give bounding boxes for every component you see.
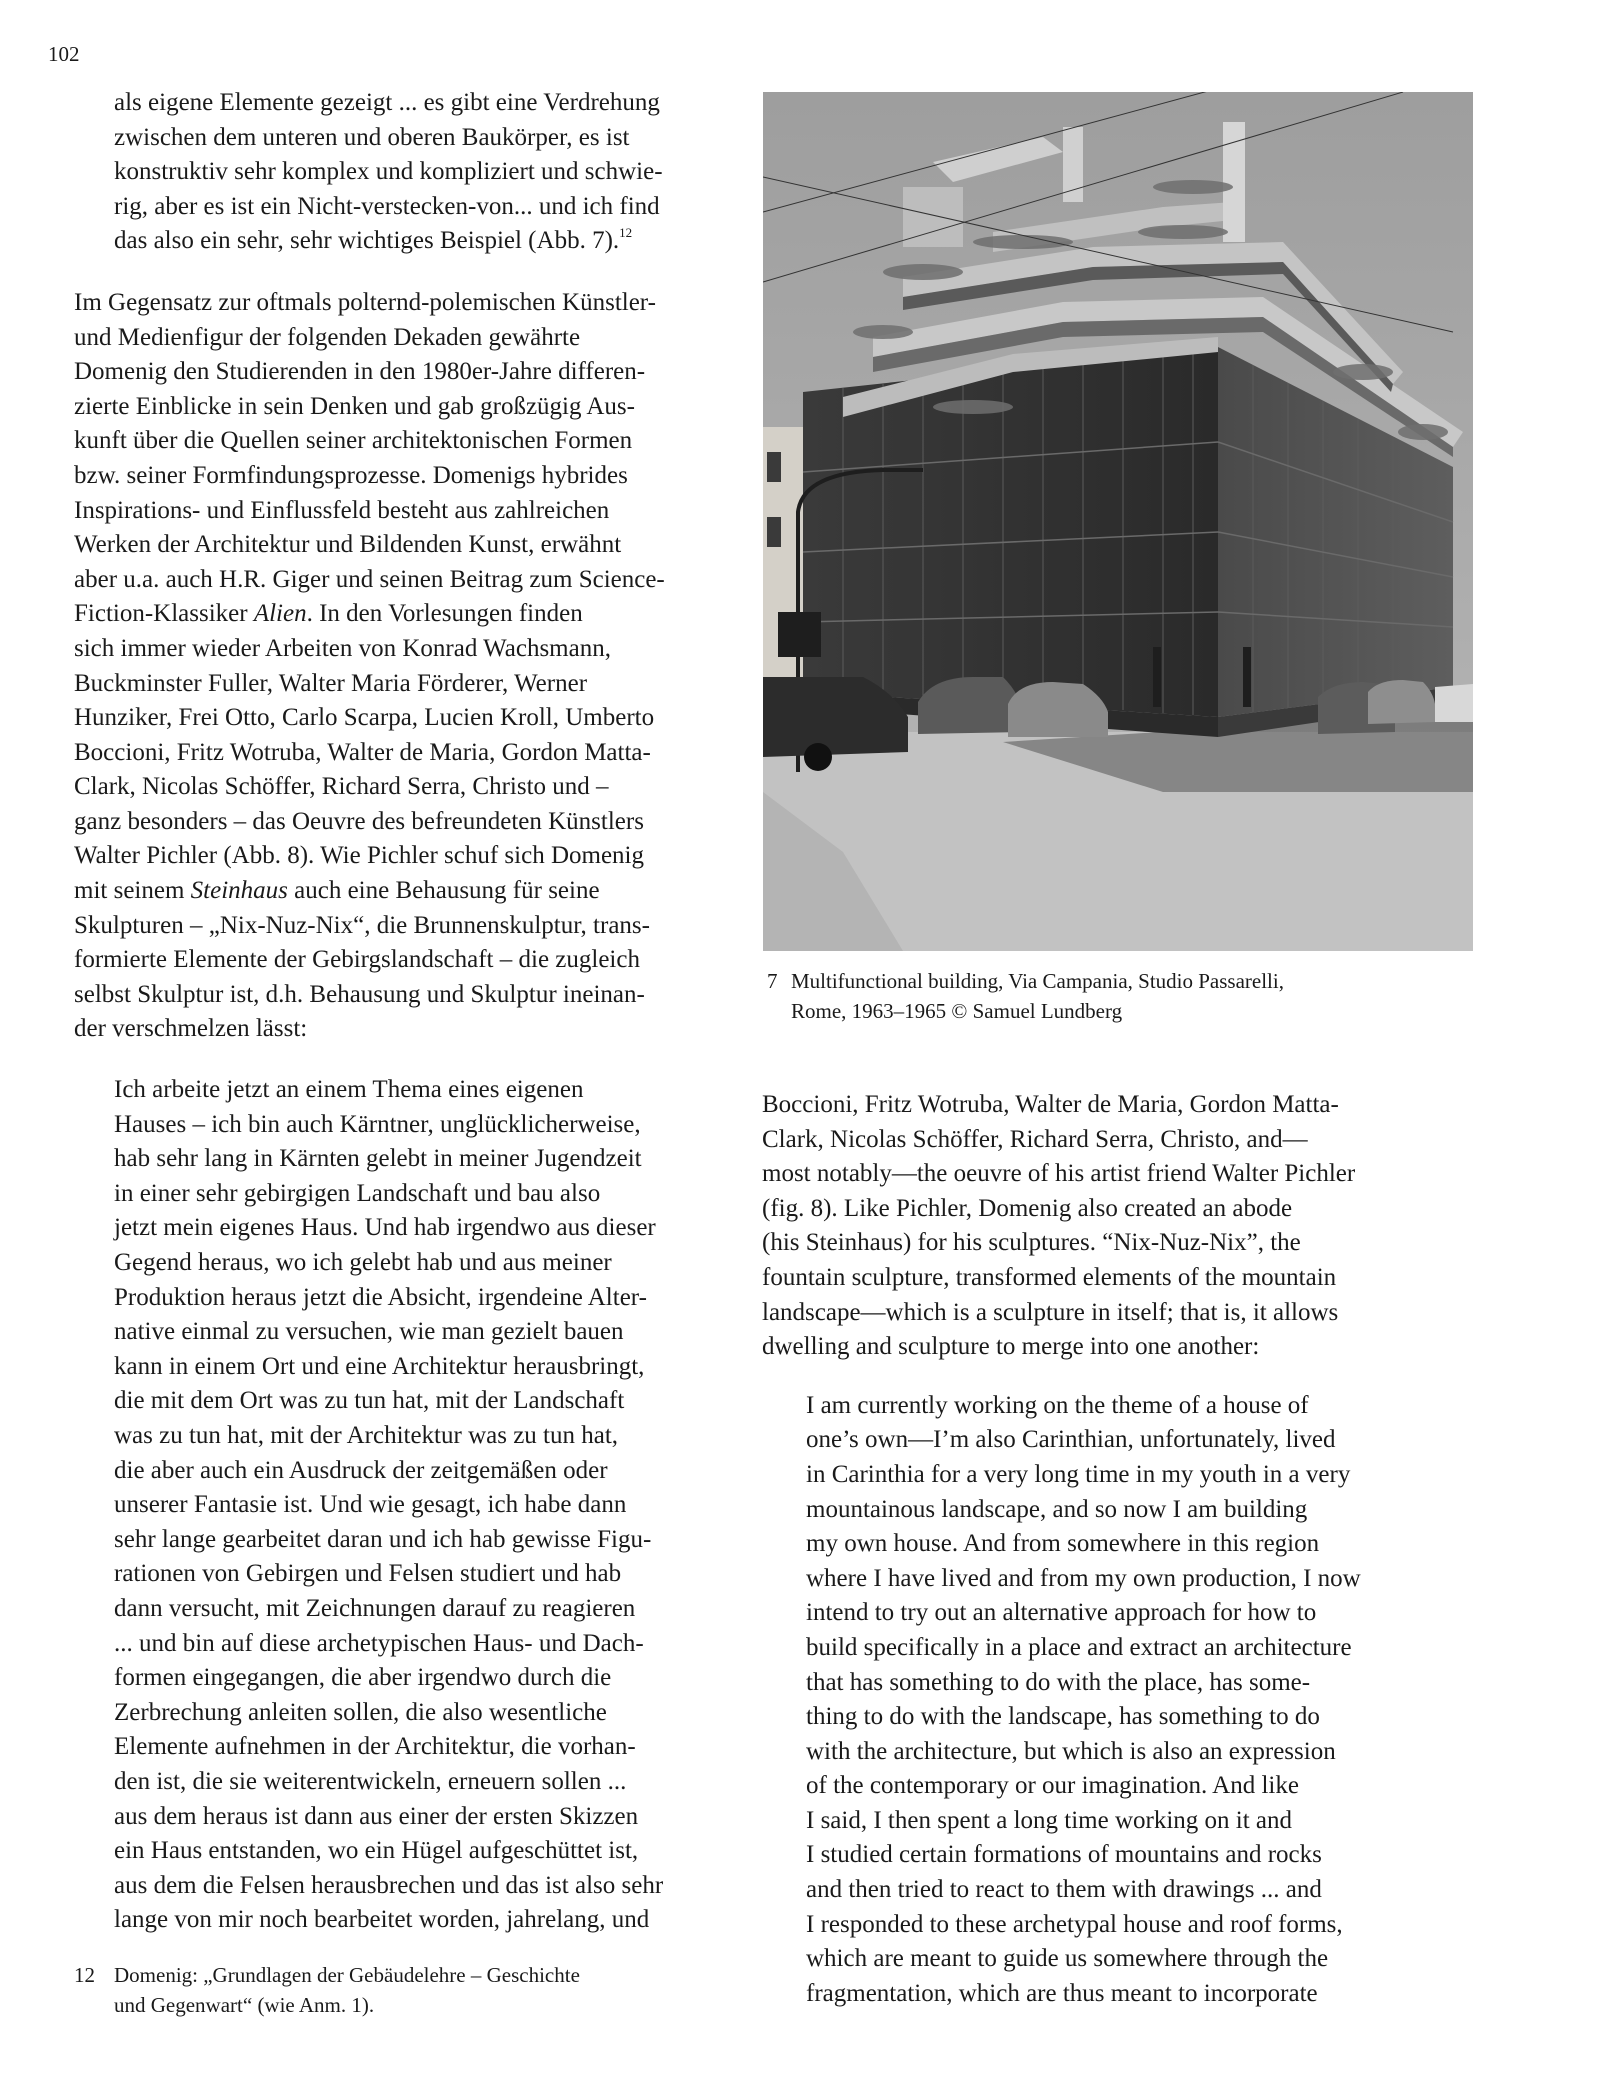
quote-line: dann versucht, mit Zeichnungen darauf zu reagieren — [114, 1594, 636, 1622]
quote-line: I said, I then spent a long time working on it and — [806, 1806, 1293, 1834]
quote-line: with the architecture, but which is also an expression — [806, 1737, 1336, 1765]
quote-line: aus dem die Felsen herausbrechen und das ist also sehr — [114, 1871, 664, 1899]
quote-line: I responded to these archetypal house and roof forms, — [806, 1910, 1343, 1938]
quote-line: I am currently working on the theme of a house of — [806, 1391, 1309, 1419]
paragraph-line: zierte Einblicke in sein Denken und gab großzügig Aus- — [74, 392, 635, 420]
building-photo-illustration — [763, 92, 1473, 951]
paragraph-line: und Medienfigur der folgenden Dekaden gewährte — [74, 323, 581, 351]
paragraph-line: (his Steinhaus) for his sculptures. “Nix-Nuz-Nix”, the — [762, 1229, 1301, 1257]
footnote-number: 12 — [74, 1963, 95, 1987]
paragraph-line: Walter Pichler (Abb. 8). Wie Pichler schuf sich Domenig — [74, 842, 644, 870]
quote-line: ein Haus entstanden, wo ein Hügel aufgeschüttet ist, — [114, 1837, 639, 1865]
paragraph-line: Clark, Nicolas Schöffer, Richard Serra, Christo und – — [74, 773, 609, 801]
italic-title: Steinhaus — [190, 877, 288, 905]
quote-line: one’s own—I’m also Carinthian, unfortunately, lived — [806, 1426, 1336, 1454]
paragraph-line: Boccioni, Fritz Wotruba, Walter de Maria, Gordon Matta- — [74, 738, 651, 766]
paragraph-line: der verschmelzen lässt: — [74, 1015, 308, 1043]
footnote-reference[interactable]: 12 — [619, 225, 633, 241]
quote-line: intend to try out an alternative approach for how to — [806, 1599, 1317, 1627]
quote-line: was zu tun hat, mit der Architektur was zu tun hat, — [114, 1421, 619, 1449]
paragraph-line: kunft über die Quellen seiner architektonischen Formen — [74, 427, 633, 455]
paragraph-line: sich immer wieder Arbeiten von Konrad Wachsmann, — [74, 634, 611, 662]
quote-line: in einer sehr gebirgigen Landschaft und bau also — [114, 1179, 601, 1207]
quote-line: Zerbrechung anleiten sollen, die also wesentliche — [114, 1698, 607, 1726]
quote-line: and then tried to react to them with drawings ... and — [806, 1876, 1322, 1904]
block-quote-continuation — [74, 86, 744, 259]
quote-line: die aber auch ein Ausdruck der zeitgemäßen oder — [114, 1456, 608, 1484]
quote-line: lange von mir noch bearbeitet worden, jahrelang, und — [114, 1906, 650, 1934]
paragraph-line: aber u.a. auch H.R. Giger und seinen Beitrag zum Science- — [74, 565, 665, 593]
quote-line: Elemente aufnehmen in der Architektur, die vorhan- — [114, 1733, 636, 1761]
paragraph-line: Buckminster Fuller, Walter Maria Förderer, Werner — [74, 669, 588, 697]
quote-line: which are meant to guide us somewhere through the — [806, 1945, 1329, 1973]
quote-line: jetzt mein eigenes Haus. Und hab irgendwo aus dieser — [114, 1214, 656, 1242]
quote-line: my own house. And from somewhere in this region — [806, 1530, 1320, 1558]
footnote — [74, 1960, 814, 2020]
italic-title: Alien — [253, 600, 307, 628]
quote-line: thing to do with the landscape, has something to do — [806, 1703, 1320, 1731]
paragraph-line: Clark, Nicolas Schöffer, Richard Serra, Christo, and— — [762, 1125, 1308, 1153]
body-paragraph-english — [762, 1088, 1482, 1365]
building-photo — [763, 92, 1473, 951]
paragraph-line: Boccioni, Fritz Wotruba, Walter de Maria, Gordon Matta- — [762, 1091, 1339, 1118]
paragraph-line: selbst Skulptur ist, d.h. Behausung und Skulptur ineinan- — [74, 980, 645, 1008]
text-run: mit seinem — [74, 877, 191, 905]
block-quote — [74, 1073, 744, 1938]
footnote-line: und Gegenwart“ (wie Anm. 1). — [114, 1993, 375, 2017]
quote-line: rationen von Gebirgen und Felsen studiert und hab — [114, 1560, 622, 1588]
page-number: 102 — [48, 42, 80, 66]
quote-line: Gegend heraus, wo ich gelebt hab und aus meiner — [114, 1249, 612, 1276]
quote-line: die mit dem Ort was zu tun hat, mit der Landschaft — [114, 1387, 625, 1415]
quote-line: den ist, die sie weiterentwickeln, erneuern sollen ... — [114, 1767, 627, 1795]
quote-line: Hauses – ich bin auch Kärntner, unglücklicherweise, — [114, 1110, 641, 1138]
paragraph-line: fountain sculpture, transformed elements of the mountain — [762, 1263, 1337, 1291]
quote-line: of the contemporary or our imagination. And like — [806, 1772, 1299, 1800]
footnote-line: Domenig: „Grundlagen der Gebäudelehre – Geschichte — [114, 1963, 580, 1987]
quote-line: fragmentation, which are thus meant to incorporate — [806, 1979, 1318, 2007]
paragraph-line — [74, 874, 744, 909]
paragraph-line: (fig. 8). Like Pichler, Domenig also created an abode — [762, 1194, 1293, 1222]
figure-number: 7 — [767, 969, 778, 993]
paragraph-line: landscape—which is a sculpture in itself; that is, it allows — [762, 1298, 1339, 1326]
quote-line: rig, aber es ist ein Nicht-verstecken-von... und ich find — [114, 192, 660, 220]
text-run: . In den Vorlesungen finden — [306, 600, 583, 628]
right-column — [762, 1088, 1482, 2011]
left-column — [74, 86, 744, 1938]
paragraph-line: ganz besonders – das Oeuvre des befreundeten Künstlers — [74, 807, 644, 835]
figure-caption — [767, 966, 1507, 1026]
quote-line: unserer Fantasie ist. Und wie gesagt, ich habe dann — [114, 1491, 627, 1519]
paragraph-line: most notably—the oeuvre of his artist friend Walter Pichler — [762, 1160, 1356, 1188]
paragraph-line: Im Gegensatz zur oftmals polternd-polemischen Künstler- — [74, 288, 656, 316]
quote-line: sehr lange gearbeitet daran und ich hab gewisse Figu- — [114, 1525, 652, 1553]
caption-line: Multifunctional building, Via Campania, Studio Passarelli, — [791, 969, 1284, 993]
quote-line: aus dem heraus ist dann aus einer der ersten Skizzen — [114, 1802, 639, 1830]
body-paragraph — [74, 286, 744, 1047]
paragraph-line: formierte Elemente der Gebirgslandschaft – die zugleich — [74, 946, 640, 974]
text-run: auch eine Behausung für seine — [287, 877, 600, 905]
paragraph-line: Hunziker, Frei Otto, Carlo Scarpa, Lucien Kroll, Umberto — [74, 704, 655, 732]
quote-line: build specifically in a place and extract an architecture — [806, 1633, 1352, 1661]
quote-line: als eigene Elemente gezeigt ... es gibt eine Verdrehung — [114, 89, 660, 116]
quote-line: where I have lived and from my own production, I now — [806, 1564, 1361, 1592]
quote-line: zwischen dem unteren und oberen Baukörper, es ist — [114, 123, 630, 151]
quote-line: kann in einem Ort und eine Architektur herausbringt, — [114, 1352, 645, 1380]
block-quote-english — [762, 1389, 1482, 2012]
paragraph-line: Domenig den Studierenden in den 1980er-Jahre differen- — [74, 358, 646, 386]
quote-line: mountainous landscape, and so now I am building — [806, 1495, 1308, 1523]
paragraph-line: bzw. seiner Formfindungsprozesse. Domenigs hybrides — [74, 461, 628, 489]
quote-line: Ich arbeite jetzt an einem Thema eines eigenen — [114, 1076, 584, 1104]
caption-line: Rome, 1963–1965 © Samuel Lundberg — [791, 999, 1123, 1023]
paragraph-line: Inspirations- und Einflussfeld besteht aus zahlreichen — [74, 496, 610, 524]
quote-line: formen eingegangen, die aber irgendwo durch die — [114, 1664, 612, 1692]
paragraph-line: Werken der Architektur und Bildenden Kunst, erwähnt — [74, 531, 622, 559]
paragraph-line — [74, 597, 744, 632]
quote-line: I studied certain formations of mountains and rocks — [806, 1841, 1322, 1869]
quote-line: that has something to do with the place, has some- — [806, 1668, 1311, 1696]
quote-line: in Carinthia for a very long time in my youth in a very — [806, 1460, 1351, 1488]
quote-line: hab sehr lang in Kärnten gelebt in meiner Jugendzeit — [114, 1145, 642, 1173]
quote-line: konstruktiv sehr komplex und kompliziert und schwie- — [114, 158, 663, 186]
text-run: Fiction-Klassiker — [74, 600, 254, 628]
paragraph-line: Skulpturen – „Nix-Nuz-Nix“, die Brunnenskulptur, trans- — [74, 911, 650, 939]
quote-line: Produktion heraus jetzt die Absicht, irgendeine Alter- — [114, 1283, 647, 1311]
quote-line-text: das also ein sehr, sehr wichtiges Beispiel (Abb. 7). — [114, 227, 620, 255]
paragraph-line: dwelling and sculpture to merge into one another: — [762, 1333, 1260, 1361]
quote-line-last — [114, 224, 744, 259]
quote-line: native einmal zu versuchen, wie man gezielt bauen — [114, 1318, 624, 1346]
quote-line: ... und bin auf diese archetypischen Haus- und Dach- — [114, 1629, 644, 1657]
